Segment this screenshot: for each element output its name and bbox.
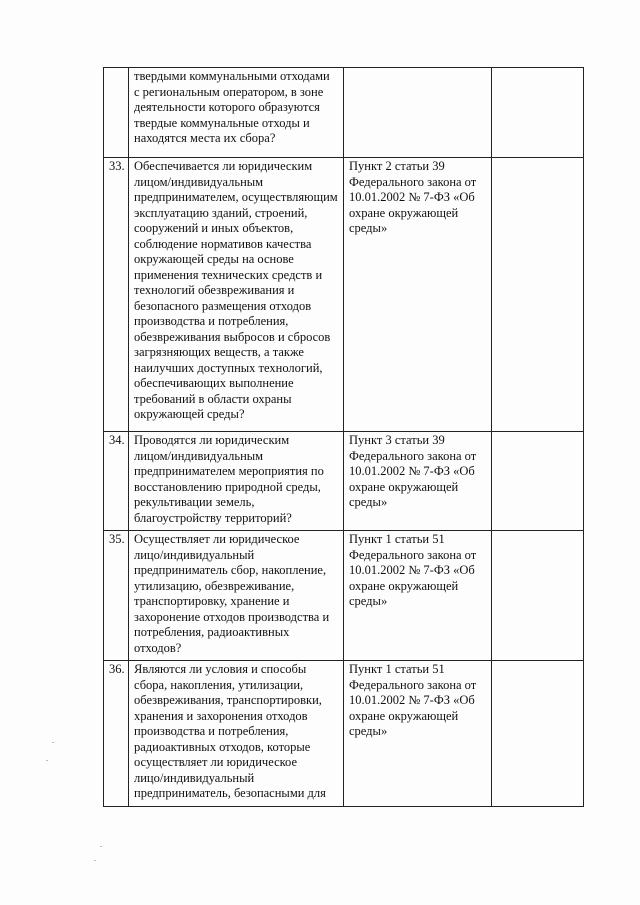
checklist-table xyxy=(103,67,584,807)
answer-cell xyxy=(492,68,584,158)
legal-reference-cell: Пункт 1 статьи 51 Федерального закона от 10.01.2002 № 7-ФЗ «Об охране окружающей среды» xyxy=(344,531,492,661)
row-number-cell: 36. xyxy=(104,661,129,807)
legal-reference-cell xyxy=(344,68,492,158)
requirement-question-cell: Проводятся ли юридическим лицом/индивидуальным предпринимателем мероприятия по восстановлению природной среды, рекультивации земель, благоустройству территорий? xyxy=(129,432,344,531)
scan-speck xyxy=(94,860,96,861)
row-number-cell xyxy=(104,68,129,158)
answer-cell xyxy=(492,158,584,432)
requirement-question-cell: Осуществляет ли юридическое лицо/индивидуальный предприниматель сбор, накопление, утилизацию, обезвреживание, транспортировку, хранение и захоронение отходов производства и потребления, радиоактивных отходов? xyxy=(129,531,344,661)
row-number-cell: 33. xyxy=(104,158,129,432)
table-row-33 xyxy=(104,158,584,432)
scan-speck xyxy=(52,742,54,743)
table-row-continuation xyxy=(104,68,584,158)
table-row-35 xyxy=(104,531,584,661)
table-row-34 xyxy=(104,432,584,531)
requirement-question-cell: Являются ли условия и способы сбора, накопления, утилизации, обезвреживания, транспортировки, хранения и захоронения отходов производства и потребления, радиоактивных отходов, которые осуществляет ли юридическое лицо/индивидуальный предприниматель, безопасными для xyxy=(129,661,344,807)
legal-reference-cell: Пункт 2 статьи 39 Федерального закона от 10.01.2002 № 7-ФЗ «Об охране окружающей среды» xyxy=(344,158,492,432)
row-number-cell: 34. xyxy=(104,432,129,531)
requirement-question-cell: твердыми коммунальными отходами с региональным оператором, в зоне деятельности которого образуются твердые коммунальные отходы и находятся места их сбора? xyxy=(129,68,344,158)
answer-cell xyxy=(492,432,584,531)
table-row-36 xyxy=(104,661,584,807)
row-number-cell: 35. xyxy=(104,531,129,661)
requirement-question-cell: Обеспечивается ли юридическим лицом/индивидуальным предпринимателем, осуществляющим эксплуатацию зданий, строений, сооружений и иных объектов, соблюдение нормативов качества окружающей среды на основе применения технических средств и технологий обезвреживания и безопасного размещения отходов производства и потребления, обезвреживания выбросов и сбросов загрязняющих веществ, а также наилучших доступных технологий, обеспечивающих выполнение требований в области охраны окружающей среды? xyxy=(129,158,344,432)
answer-cell xyxy=(492,531,584,661)
answer-cell xyxy=(492,661,584,807)
legal-reference-cell: Пункт 1 статьи 51 Федерального закона от 10.01.2002 № 7-ФЗ «Об охране окружающей среды» xyxy=(344,661,492,807)
scan-speck xyxy=(46,760,48,761)
legal-reference-cell: Пункт 3 статьи 39 Федерального закона от 10.01.2002 № 7-ФЗ «Об охране окружающей среды» xyxy=(344,432,492,531)
scan-speck xyxy=(100,846,102,847)
